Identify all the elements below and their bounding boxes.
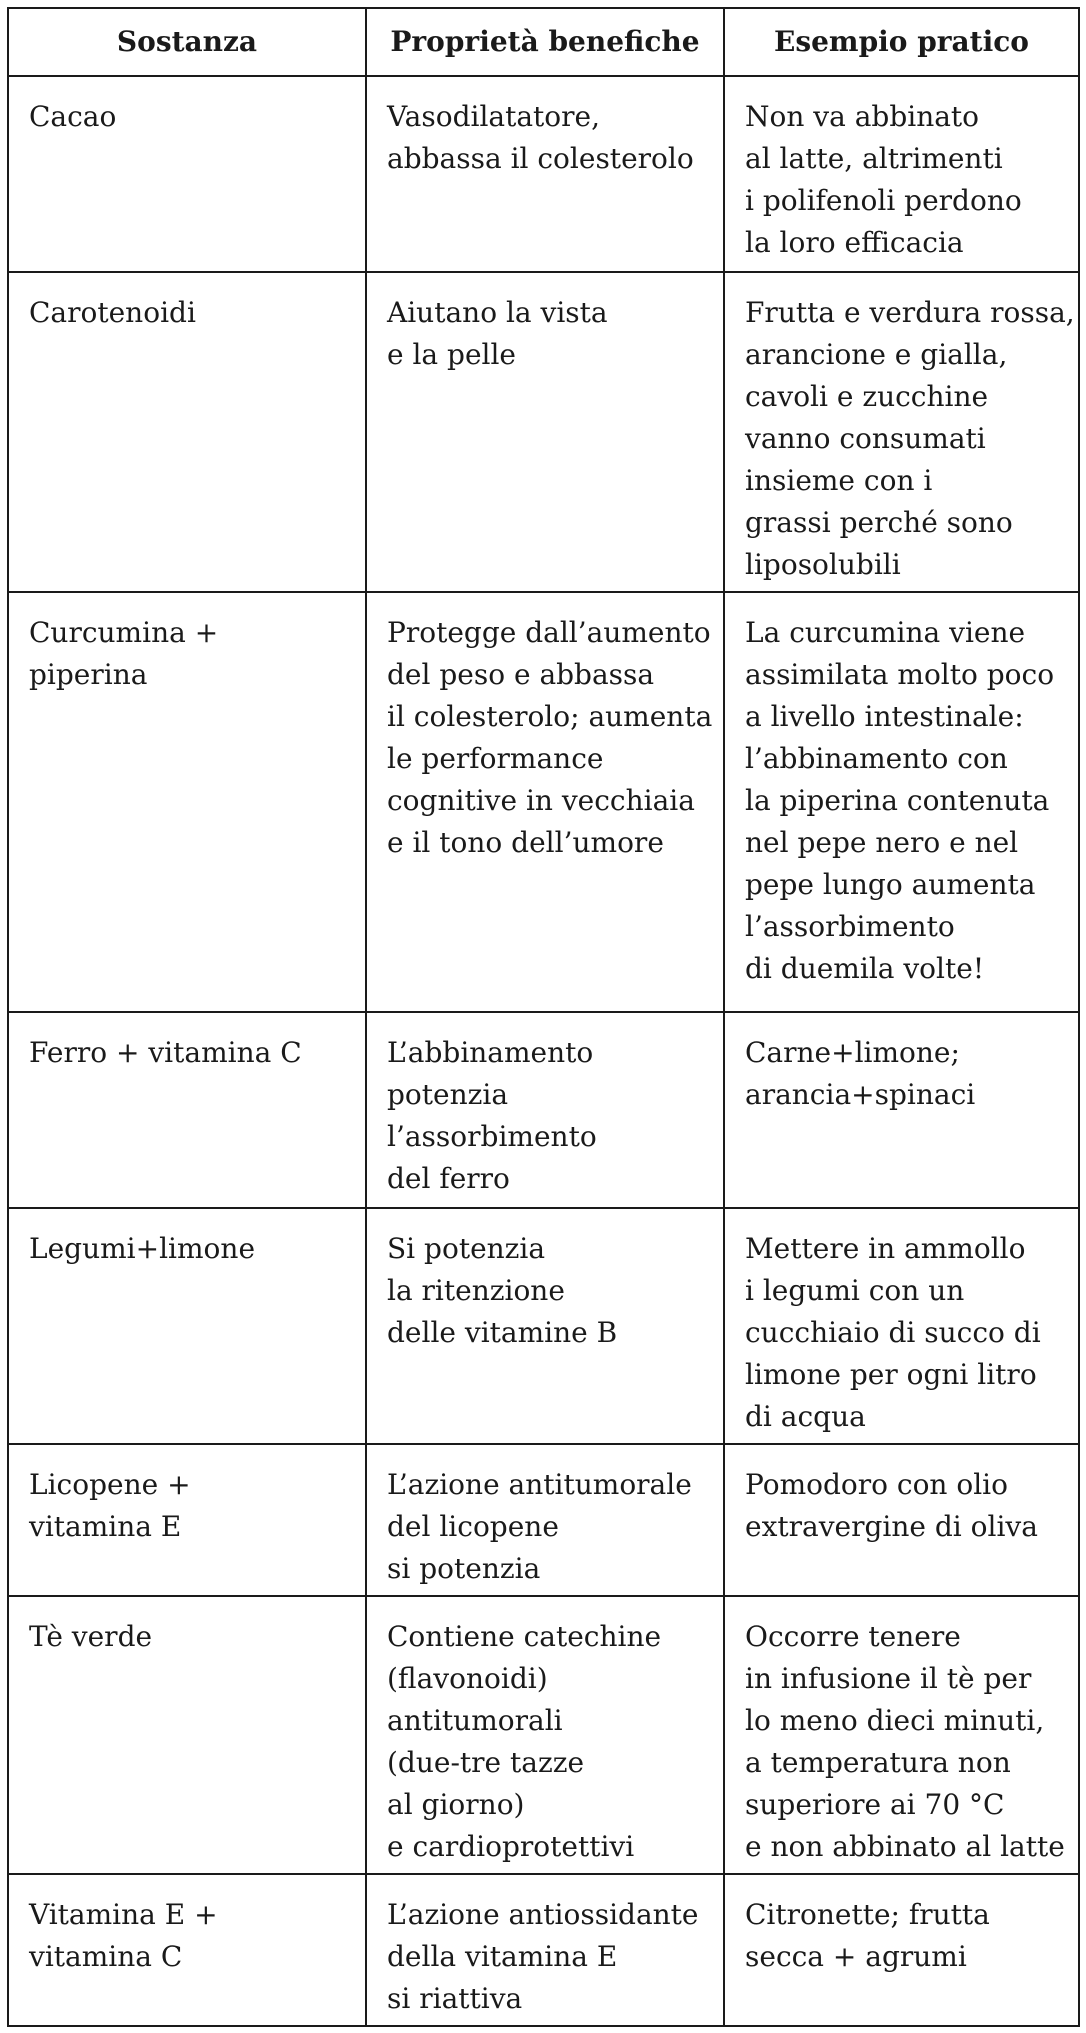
cell-text-line: nel pepe nero e nel [745,826,1019,859]
cell-text-line: Si potenzia [387,1232,546,1265]
cell-text-line: limone per ogni litro [745,1358,1037,1391]
cell-sostanza [8,272,366,592]
cell-text-line: Vasodilatatore, [387,100,601,133]
cell-text-line: arancione e gialla, [745,338,1008,371]
cell-text-line: liposolubili [745,548,901,581]
cell-text-line: L’azione antitumorale [387,1468,692,1501]
cell-text-line: la piperina contenuta [745,784,1050,817]
cell-text-line: Legumi+limone [29,1232,256,1265]
cell-sostanza [8,1596,366,1874]
cell-text-line: arancia+spinaci [745,1078,976,1111]
cell-text-line: e la pelle [387,338,516,371]
table-row [8,272,1079,592]
table-row [8,1208,1079,1444]
cell-text-line: Pomodoro con olio [745,1468,1008,1501]
cell-text-line: antitumorali [387,1704,563,1737]
cell-esempio [724,1874,1079,2026]
cell-esempio [724,592,1079,1012]
cell-sostanza [8,1012,366,1208]
cell-text-line: l’assorbimento [387,1120,597,1153]
cell-text-line: Curcumina + [29,616,219,649]
cell-sostanza [8,1208,366,1444]
cell-text-line: Occorre tenere [745,1620,961,1653]
cell-proprieta [366,1208,724,1444]
cell-esempio [724,1208,1079,1444]
cell-text-line: Contiene catechine [387,1620,662,1653]
cell-text-line: grassi perché sono [745,506,1013,539]
cell-esempio [724,76,1079,272]
cell-sostanza [8,76,366,272]
cell-text-line: Mettere in ammollo [745,1232,1026,1265]
cell-text-line: a temperatura non [745,1746,1011,1779]
cell-text-line: superiore ai 70 °C [745,1788,1005,1821]
cell-esempio [724,1596,1079,1874]
cell-text-line: cognitive in vecchiaia [387,784,695,817]
cell-text-line: a livello intestinale: [745,700,1024,733]
cell-text-line: lo meno dieci minuti, [745,1704,1045,1737]
table-row [8,1596,1079,1874]
cell-sostanza [8,1444,366,1596]
cell-proprieta [366,1874,724,2026]
cell-text-line: i legumi con un [745,1274,965,1307]
cell-text-line: in infusione il tè per [745,1662,1032,1695]
cell-text-line: La curcumina viene [745,616,1026,649]
cell-proprieta [366,1012,724,1208]
cell-text-line: della vitamina E [387,1940,618,1973]
cell-text-line: di duemila volte! [745,952,985,985]
nutrition-table [7,7,1080,2027]
cell-text-line: al giorno) [387,1788,525,1821]
cell-text-line: piperina [29,658,148,691]
cell-proprieta [366,76,724,272]
cell-text-line: l’assorbimento [745,910,955,943]
cell-text-line: l’abbinamento con [745,742,1008,775]
cell-text-line: si riattiva [387,1982,523,2015]
table-row [8,76,1079,272]
cell-proprieta [366,1596,724,1874]
cell-text-line: (flavonoidi) [387,1662,548,1695]
cell-sostanza [8,592,366,1012]
header-sostanza: Sostanza [8,8,366,76]
cell-text-line: assimilata molto poco [745,658,1055,691]
cell-text-line: la loro efficacia [745,226,964,259]
cell-text-line: Vitamina E + [29,1898,218,1931]
cell-text-line: insieme con i [745,464,933,497]
cell-text-line: del ferro [387,1162,510,1195]
table-row [8,1444,1079,1596]
cell-esempio [724,1012,1079,1208]
cell-text-line: (due-tre tazze [387,1746,585,1779]
cell-text-line: vanno consumati [745,422,986,455]
cell-esempio [724,1444,1079,1596]
cell-text-line: e cardioprotettivi [387,1830,635,1863]
table-row [8,592,1079,1012]
header-esempio: Esempio pratico [724,8,1079,76]
cell-text-line: Citronette; frutta [745,1898,990,1931]
cell-text-line: Frutta e verdura rossa, [745,296,1075,329]
cell-text-line: abbassa il colesterolo [387,142,694,175]
cell-esempio [724,272,1079,592]
cell-text-line: Aiutano la vista [387,296,608,329]
cell-text-line: i polifenoli perdono [745,184,1022,217]
cell-text-line: delle vitamine B [387,1316,618,1349]
cell-proprieta [366,272,724,592]
cell-text-line: secca + agrumi [745,1940,967,1973]
cell-text-line: L’abbinamento [387,1036,594,1069]
table-header-row [8,8,1079,76]
cell-text-line: le performance [387,742,604,775]
cell-text-line: Carne+limone; [745,1036,960,1069]
table-row [8,1874,1079,2026]
header-proprieta: Proprietà benefiche [366,8,724,76]
cell-text-line: e il tono dell’umore [387,826,664,859]
cell-text-line: di acqua [745,1400,866,1433]
cell-text-line: Protegge dall’aumento [387,616,711,649]
table-row [8,1012,1079,1208]
cell-text-line: Licopene + [29,1468,191,1501]
cell-text-line: e non abbinato al latte [745,1830,1065,1863]
cell-text-line: vitamina C [29,1940,183,1973]
cell-text-line: pepe lungo aumenta [745,868,1036,901]
table-body [8,76,1079,2026]
cell-proprieta [366,1444,724,1596]
cell-text-line: si potenzia [387,1552,541,1585]
cell-text-line: Cacao [29,100,117,133]
cell-text-line: del licopene [387,1510,559,1543]
cell-text-line: L’azione antiossidante [387,1898,699,1931]
cell-sostanza [8,1874,366,2026]
cell-text-line: al latte, altrimenti [745,142,1003,175]
cell-text-line: Non va abbinato [745,100,980,133]
cell-text-line: potenzia [387,1078,509,1111]
cell-text-line: extravergine di oliva [745,1510,1038,1543]
cell-text-line: il colesterolo; aumenta [387,700,713,733]
cell-text-line: cucchiaio di succo di [745,1316,1041,1349]
cell-text-line: la ritenzione [387,1274,565,1307]
cell-text-line: del peso e abbassa [387,658,655,691]
cell-proprieta [366,592,724,1012]
cell-text-line: Tè verde [29,1620,153,1653]
cell-text-line: Ferro + vitamina C [29,1036,302,1069]
cell-text-line: cavoli e zucchine [745,380,989,413]
cell-text-line: vitamina E [29,1510,182,1543]
cell-text-line: Carotenoidi [29,296,196,329]
